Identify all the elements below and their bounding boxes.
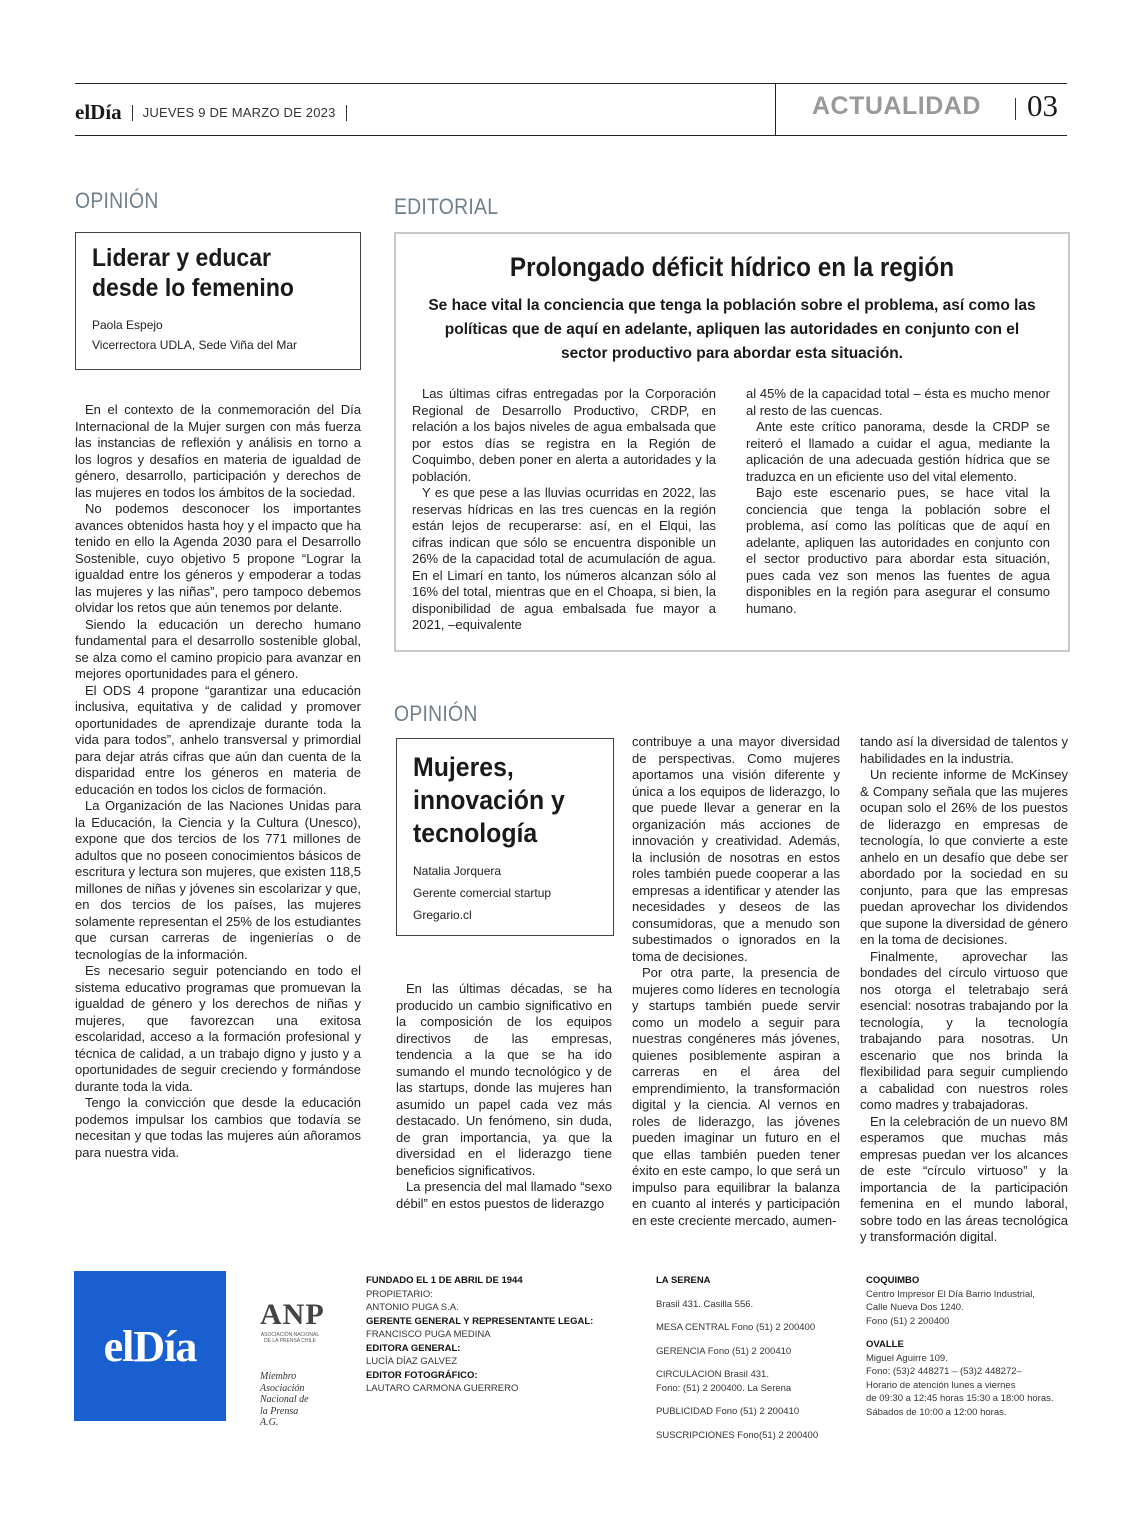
opinion-column-2 [632, 734, 840, 1229]
author-role: Vicerrectora UDLA, Sede Viña del Mar [92, 338, 297, 353]
member-line: Nacional de [260, 1394, 309, 1405]
photo-editor-value: LAUTARO CARMONA GUERRERO [366, 1383, 519, 1394]
paragraph: El ODS 4 propone “garantizar una educación inclusiva, equitativa y de calidad y promover oportunidades de aprendizaje durante toda la vida para todos”, anhelo transversal y primordial para dejar atrás cifras que aún dan cuenta de la disparidad entre los géneros en materia de educación en todos los ciclos de formación. [75, 682, 361, 797]
editorial-column-2 [746, 386, 1050, 617]
paragraph: En la celebración de un nuevo 8M esperamos que muchas más empresas puedan ver los alcances de este “círculo virtuoso” y la importancia de la participación femenina en el mundo laboral, sobre todo en las áreas tecnológica y transformación digital. [860, 1113, 1068, 1244]
opinion-label: OPINIÓN [75, 188, 159, 213]
member-note [260, 1371, 309, 1429]
opinion-label: OPINIÓN [394, 701, 478, 726]
member-line: Miembro [260, 1371, 297, 1382]
address-line: CIRCULACION Brasil 431. [656, 1369, 769, 1380]
hours-line: Sábados de 10:00 a 12:00 horas. [866, 1406, 1007, 1418]
address-line: Brasil 431. Casilla 556. [656, 1298, 754, 1310]
address-line: Centro Impresor El Día Barrio Industrial, [866, 1288, 1035, 1300]
page-number: 03 [1027, 88, 1058, 123]
manager-value: FRANCISCO PUGA MEDINA [366, 1329, 491, 1340]
article-byline [413, 860, 597, 926]
article-title: Liderar y educar desde lo femenino [92, 244, 294, 302]
owner-label: PROPIETARIO: [366, 1288, 433, 1300]
editor-label: EDITORA GENERAL: [366, 1342, 461, 1354]
paragraph: Por otra parte, la presencia de mujeres como líderes en tecnología y startups también puede servir como un modelo a seguir para nuestras congéneres más jóvenes, quienes posiblemente aspiran a carreras en el área del emprendimiento, la transformación digital y la ciencia. Al vernos en roles de liderazgo, las jóvenes pueden imaginar un futuro en el que ellas también pueden tener éxito en este campo, lo que será un impulso para equilibrar la balanza en cuanto al interés y participación en este creciente mercado, aumen- [632, 965, 840, 1228]
member-line: Asociación [260, 1382, 305, 1394]
author-name: Paola Espejo [92, 318, 163, 332]
opinion-headline-box [75, 232, 361, 370]
founded-line: FUNDADO EL 1 DE ABRIL DE 1944 [366, 1275, 523, 1286]
hours-line: de 09:30 a 12:45 horas 15:30 a 18:00 horas. [866, 1393, 1054, 1404]
paragraph: En el contexto de la conmemoración del Día Internacional de la Mujer surgen con más fuerza las instancias de reflexión y análisis en torno a los logros y desafíos en materia de igualdad de género, desarrollo, participación y derechos de las mujeres en todos los ámbitos de la sociedad. [75, 402, 361, 500]
editor-value: LUCÍA DÍAZ GALVEZ [366, 1356, 458, 1367]
manager-label: GERENTE GENERAL Y REPRESENTANTE LEGAL: [366, 1315, 594, 1327]
paragraph: Tengo la convicción que desde la educación podemos impulsar los cambios que todavía se necesitan y que todas las mujeres aún añoramos para nuestra vida. [75, 1095, 361, 1160]
paragraph: tando así la diversidad de talentos y habilidades en la industria. [860, 734, 1068, 766]
address-line: Calle Nueva Dos 1240. [866, 1302, 964, 1313]
article-title: Mujeres, innovación y tecnología [413, 752, 565, 848]
header-left [75, 100, 357, 125]
phone-line: Fono: (51) 2 200400. La Serena [656, 1382, 792, 1394]
phone-line: PUBLICIDAD Fono (51) 2 200410 [656, 1406, 800, 1417]
hours-line: Horario de atención lunes a viernes [866, 1379, 1016, 1391]
opinion-article-body [75, 402, 361, 1161]
editorial-title: Prolongado déficit hídrico en la región [509, 252, 955, 282]
paragraph: La Organización de las Naciones Unidas para la Educación, la Ciencia y la Cultura (Unesco), expone que dos tercios de los 771 millones de adultos que no poseen conocimientos básicos de escritura y lectura son mujeres, que existen 118,5 millones de niñas y jóvenes sin escolarizar y que, en dos tercios de los países, las mujeres solamente representan el 25% de los estudiantes que cursan carreras de ingenierías o de tecnologías de la información. [75, 798, 361, 962]
city-label: COQUIMBO [866, 1275, 920, 1286]
phone-line: MESA CENTRAL Fono (51) 2 200400 [656, 1322, 816, 1333]
footer-logo: elDía [103, 1321, 197, 1371]
opinion-column-1 [396, 981, 612, 1212]
page-header [75, 83, 1067, 136]
anp-logo-text: ANP [260, 1298, 325, 1331]
article-byline [92, 315, 344, 356]
paragraph: Y es que pese a las lluvias ocurridas en 2022, las reservas hídricas en las tres cuencas en la región están lejos de recuperarse: así, en el Elqui, las cifras indican que sólo se encuentra disponible un 26% de la capacidad total de acumulación de agua. En el Limarí en tanto, los números alcanzan sólo al 16% del total, mientras que en el Choapa, si bien, la disponibilidad de agua embalsada fue mayor a 2021, –equivalente [412, 485, 716, 632]
editorial-box [394, 232, 1070, 652]
paragraph: Finalmente, aprovechar las bondades del círculo virtuoso que nos otorga el teletrabajo será esencial: nosotras trabajando por la tecnología, y la tecnología trabajando para nosotras. Un escenario que nos brinda la flexibilidad para seguir cumpliendo a cabalidad con nuestros roles como madres y trabajadoras. [860, 948, 1068, 1112]
member-line: la Prensa [260, 1405, 299, 1417]
paragraph: Las últimas cifras entregadas por la Corporación Regional de Desarrollo Productivo, CRDP, en relación a los bajos niveles de agua embalsada que por estos días se registra en la Región de Coquimbo, deben poner en alerta a autoridades y la población. [412, 386, 716, 484]
header-divider [346, 105, 347, 121]
city-label: OVALLE [866, 1339, 904, 1350]
editorial-subtitle: Se hace vital la conciencia que tenga la población sobre el problema, así como las políticas que de aquí en adelante, apliquen las autoridades en conjunto con el sector productivo para abordar esta situación. [428, 297, 1036, 362]
phone-line: Fono: (53)2 448271 – (53)2 448272– [866, 1366, 1022, 1377]
paragraph: Un reciente informe de McKinsey & Company señala que las mujeres ocupan solo el 26% de los puestos de liderazgo en empresas de tecnología, lo que convierte a este anhelo en un desafío que debe ser abordado por la sociedad en su conjunto, para que las empresas puedan aprovechar los dividendos que supone la diversidad de género en la toma de decisiones. [860, 767, 1068, 947]
paragraph: Siendo la educación un derecho humano fundamental para el desarrollo sostenible global, se alza como el camino propicio para avanzar en mejores oportunidades para el género. [75, 616, 361, 681]
opinion-column-3 [860, 734, 1068, 1246]
header-divider [132, 105, 133, 121]
newspaper-logo: elDía [75, 100, 122, 124]
phone-line: GERENCIA Fono (51) 2 200410 [656, 1345, 792, 1357]
anp-logo-subtitle: ASOCIACIÓN NACIONAL DE LA PRENSA CHILE [260, 1332, 320, 1344]
phone-line: SUSCRIPCIONES Fono(51) 2 200400 [656, 1429, 819, 1441]
photo-editor-label: EDITOR FOTOGRÁFICO: [366, 1369, 478, 1381]
issue-date: JUEVES 9 DE MARZO DE 2023 [142, 105, 336, 120]
phone-line: Fono (51) 2 200400 [866, 1315, 950, 1327]
paragraph: En las últimas décadas, se ha producido un cambio significativo en la composición de los equipos directivos de las empresas, tendencia a la que se ha ido sumando el mundo tecnológico y de las startups, donde las mujeres han asumido un papel cada vez más destacado. Un fenómeno, sin duda, de gran importancia, ya que la diversidad en el liderazgo tiene beneficios significativos. [396, 981, 612, 1178]
address-line: Miguel Aguirre 109. [866, 1352, 948, 1364]
paragraph: Bajo este escenario pues, se hace vital la conciencia que tenga la población sobre el problema, así como las políticas que de aquí en adelante, apliquen las autoridades en conjunto con el sector productivo para abordar esta situación, pues cada vez son menos las fuentes de agua disponibles en la región para asegurar el consumo humano. [746, 485, 1050, 616]
author-name: Natalia Jorquera [413, 864, 502, 878]
paragraph: contribuye a una mayor diversidad de perspectivas. Como mujeres aportamos una visión diferente y única a los equipos de liderazgo, lo que puede llevar a generar en la organización más acciones de innovación y creatividad. Además, la inclusión de nosotras en estos roles también puede cooperar a las empresas a identificar y atender las necesidades y deseos de las consumidoras, que a menudo son subestimados o ignorados en la toma de decisiones. [632, 734, 840, 964]
editorial-column-1 [412, 386, 716, 634]
member-line: A.G. [260, 1417, 279, 1428]
masthead-credits [366, 1274, 626, 1396]
la-serena-contact [656, 1274, 846, 1442]
owner-value: ANTONIO PUGA S.A. [366, 1302, 459, 1313]
editorial-label: EDITORIAL [394, 194, 499, 219]
section-name: ACTUALIDAD [812, 92, 981, 120]
paragraph: La presencia del mal llamado “sexo débil” en estos puestos de liderazgo [396, 1179, 612, 1211]
anp-logo [260, 1298, 330, 1344]
paragraph: No podemos desconocer los importantes avances obtenidos hasta hoy y el impacto que ha tenido en ello la Agenda 2030 para el Desarrollo Sostenible, cuyo objetivo 5 propone “Lograr la igualdad entre los géneros y empoderar a todas las mujeres y las niñas”, pero tampoco debemos olvidar los retos que aún tenemos por delante. [75, 501, 361, 615]
header-divider [1015, 98, 1016, 120]
paragraph: al 45% de la capacidad total – ésta es mucho menor al resto de las cuencas. [746, 386, 1050, 418]
coquimbo-ovalle-contact [866, 1274, 1066, 1419]
paragraph: Ante este crítico panorama, desde la CRDP se reiteró el llamado a cuidar el agua, mediante la aplicación de una adecuada gestión hídrica que se traduzca en un eficiente uso del vital elemento. [746, 419, 1050, 484]
footer-logo-block [74, 1271, 226, 1421]
author-company: Gregario.cl [413, 908, 472, 922]
header-vertical-rule [775, 84, 776, 135]
city-label: LA SERENA [656, 1275, 711, 1286]
opinion-headline-box [396, 738, 614, 936]
paragraph: Es necesario seguir potenciando en todo el sistema educativo programas que promuevan la igualdad de género y los derechos de niñas y mujeres, que favorezcan una exitosa escolaridad, acceso a la formación profesional y técnica de calidad, a un trabajo digno y justo y a oportunidades de seguir creciendo y formándose durante toda la vida. [75, 963, 361, 1094]
author-role: Gerente comercial startup [413, 886, 552, 900]
